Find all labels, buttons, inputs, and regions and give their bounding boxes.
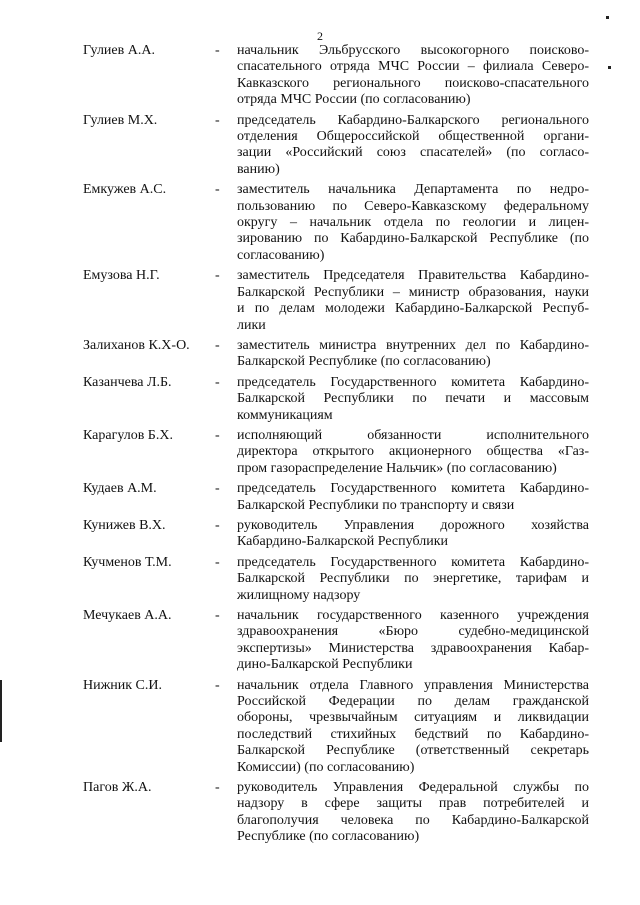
member-name: Мечукаев А.А. xyxy=(83,608,172,623)
member-list xyxy=(83,43,593,850)
position-line: экспертизы» Министерства здравоохранения Кабар- xyxy=(237,640,589,656)
position-line: Балкарской Республике (по согласованию) xyxy=(237,354,491,370)
entry-dash: - xyxy=(215,112,220,128)
member-name: Кудаев А.М. xyxy=(83,481,157,497)
position-line: пользованию по Северо-Кавказскому федеральному xyxy=(237,198,589,214)
position-line: здравоохранения «Бюро судебно-медицинской xyxy=(237,624,589,640)
position-line: Комиссии) (по согласованию) xyxy=(237,759,415,775)
member-position xyxy=(237,780,589,846)
position-line: обороны, чрезвычайным ситуациям и ликвидации xyxy=(237,710,589,726)
member-name: Емкужев А.С. xyxy=(83,182,167,198)
position-line: Кавказского регионального поисково-спасательного xyxy=(237,75,589,91)
member-position xyxy=(237,608,589,674)
member-position xyxy=(237,481,589,514)
member-position xyxy=(237,268,589,334)
entry-dash: - xyxy=(215,427,220,443)
entry-dash: - xyxy=(215,780,220,796)
position-line: начальник Эльбрусского высокогорного поисково- xyxy=(237,43,589,58)
position-line: заместитель начальника Департамента по недро- xyxy=(237,182,589,198)
entry-dash: - xyxy=(215,677,220,693)
position-line: исполняющий обязанности исполнительного xyxy=(237,427,589,443)
entry-dash: - xyxy=(215,554,220,570)
position-line: лики xyxy=(237,317,266,333)
member-name: Кучменов Т.М. xyxy=(83,554,172,570)
member-position xyxy=(237,678,589,776)
member-entry xyxy=(83,268,593,334)
position-line: согласованию) xyxy=(237,247,325,263)
member-name: Емузова Н.Г. xyxy=(83,268,160,284)
member-name: Нижник С.И. xyxy=(83,677,163,693)
member-position xyxy=(237,518,589,551)
position-line: Балкарской Республики по транспорту и связи xyxy=(237,497,515,513)
member-entry xyxy=(83,375,593,424)
position-line: Кабардино-Балкарской Республики xyxy=(237,534,448,550)
member-position xyxy=(237,43,589,109)
position-line: Балкарской Республики по энергетике, тарифам и xyxy=(237,571,589,587)
scan-dot-mark xyxy=(606,16,609,19)
member-position xyxy=(237,555,589,604)
position-line: Балкарской Республике (ответственный секретарь xyxy=(237,743,589,759)
position-line: благополучия человека по Кабардино-Балкарской xyxy=(237,812,589,828)
position-line: Балкарской Республики по печати и массовым xyxy=(237,391,589,407)
member-entry xyxy=(83,182,593,264)
scan-dot-mark xyxy=(608,66,611,69)
position-line: дино-Балкарской Республики xyxy=(237,657,413,673)
member-name: Казанчева Л.Б. xyxy=(83,374,172,390)
position-line: ванию) xyxy=(237,161,280,177)
scan-edge-mark xyxy=(0,680,2,742)
position-line: председатель Государственного комитета Кабардино- xyxy=(237,481,589,497)
position-line: жилищному надзору xyxy=(237,587,361,603)
member-name: Пагов Ж.А. xyxy=(83,780,152,796)
member-name: Залиханов К.Х-О. xyxy=(83,337,190,353)
member-entry xyxy=(83,518,593,551)
member-entry xyxy=(83,608,593,674)
position-line: председатель Государственного комитета Кабардино- xyxy=(237,554,589,570)
member-entry xyxy=(83,428,593,477)
position-line: спасательного отряда МЧС России – филиала Северо- xyxy=(237,59,589,75)
position-line: и по делам молодежи Кабардино-Балкарской Респуб- xyxy=(237,301,589,317)
member-position xyxy=(237,375,589,424)
member-name: Гулиев М.Х. xyxy=(83,112,158,128)
member-entry xyxy=(83,555,593,604)
entry-dash: - xyxy=(215,481,220,497)
member-entry xyxy=(83,338,593,371)
member-entry xyxy=(83,113,593,179)
position-line: заместитель Председателя Правительства Кабардино- xyxy=(237,268,589,284)
member-position xyxy=(237,338,589,371)
position-line: зации «Российский союз спасателей» (по согласо- xyxy=(237,145,589,161)
position-line: отряда МЧС России (по согласованию) xyxy=(237,92,471,108)
member-entry xyxy=(83,43,593,109)
member-position xyxy=(237,428,589,477)
member-entry xyxy=(83,678,593,776)
position-line: начальник отдела Главного управления Министерства xyxy=(237,677,589,693)
position-line: округу – начальник отдела по геологии и лицен- xyxy=(237,215,589,231)
position-line: директора открытого акционерного общества «Газ- xyxy=(237,444,589,460)
member-name: Кунижев В.Х. xyxy=(83,517,166,533)
member-name: Карагулов Б.Х. xyxy=(83,427,173,443)
position-line: Российской Федерации по делам гражданской xyxy=(237,694,589,710)
member-position xyxy=(237,182,589,264)
position-line: председатель Кабардино-Балкарского регионального xyxy=(237,112,589,128)
position-line: руководитель Управления Федеральной службы по xyxy=(237,780,589,796)
position-line: последствий стихийных бедствий по Кабардино- xyxy=(237,726,589,742)
entry-dash: - xyxy=(215,268,220,284)
position-line: Республике (по согласованию) xyxy=(237,829,420,845)
position-line: пром газораспределение Нальчик» (по согласованию) xyxy=(237,460,557,476)
member-name: Гулиев А.А. xyxy=(83,43,155,58)
entry-dash: - xyxy=(215,608,220,623)
member-position xyxy=(237,113,589,179)
position-line: отделения Общероссийской общественной органи- xyxy=(237,129,589,145)
entry-dash: - xyxy=(215,337,220,353)
position-line: председатель Государственного комитета Кабардино- xyxy=(237,374,589,390)
entry-dash: - xyxy=(215,374,220,390)
page-number: 2 xyxy=(317,29,323,43)
position-line: начальник государственного казенного учреждения xyxy=(237,608,589,623)
entry-dash: - xyxy=(215,182,220,198)
member-entry xyxy=(83,481,593,514)
entry-dash: - xyxy=(215,517,220,533)
position-line: надзору в сфере защиты прав потребителей и xyxy=(237,796,589,812)
member-entry xyxy=(83,780,593,846)
position-line: Балкарской Республики – министр образования, науки xyxy=(237,284,589,300)
position-line: коммуникациям xyxy=(237,407,333,423)
position-line: зированию по Кабардино-Балкарской Республике (по xyxy=(237,231,589,247)
entry-dash: - xyxy=(215,43,220,58)
position-line: руководитель Управления дорожного хозяйства xyxy=(237,517,589,533)
position-line: заместитель министра внутренних дел по Кабардино- xyxy=(237,337,589,353)
